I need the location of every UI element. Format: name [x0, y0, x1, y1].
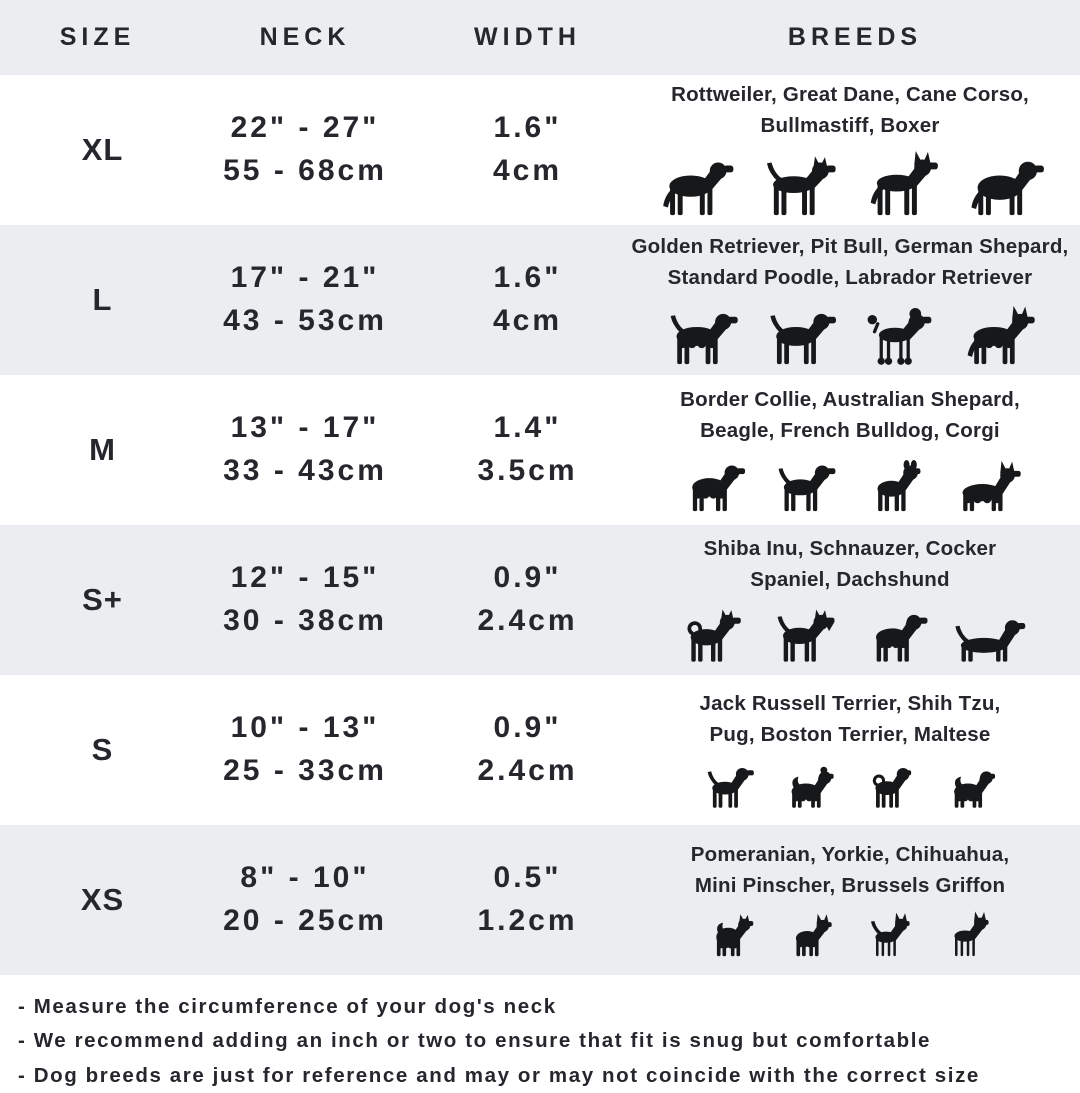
neck-measurement: [195, 107, 415, 192]
note-recommend: - We recommend adding an inch or two to ensure that fit is snug but comfortable: [18, 1029, 932, 1053]
shiba-inu-icon: [671, 602, 751, 666]
neck-measurement: [195, 407, 415, 492]
width-inches: 0.5": [493, 861, 562, 895]
pomeranian-icon: [699, 907, 765, 960]
breed-names: Shiba Inu, Schnauzer, Cocker Spaniel, Dachshund: [703, 537, 997, 592]
breeds-cell: [630, 675, 1080, 825]
breed-icons: [695, 757, 1006, 811]
bullmastiff-icon: [960, 148, 1050, 220]
chihuahua-icon: [857, 907, 923, 960]
breed-names: Jack Russell Terrier, Shih Tzu, Pug, Boston Terrier, Maltese: [699, 692, 1001, 746]
size-label: XL: [81, 132, 124, 167]
size-label: M: [89, 432, 116, 467]
table-row-l: [0, 225, 1080, 375]
note-measure: - Measure the circumference of your dog's neck: [18, 995, 557, 1018]
cocker-spaniel-icon: [857, 602, 937, 666]
breeds-cell: [630, 825, 1080, 975]
neck-measurement: [195, 557, 415, 642]
neck-inches: 22" - 27": [230, 111, 380, 145]
size-label: XS: [80, 882, 125, 917]
width-cm: 4cm: [492, 304, 563, 337]
width-cm: 1.2cm: [477, 904, 578, 937]
footer-notes: [0, 975, 1080, 1087]
width-measurement: [415, 557, 630, 642]
corgi-icon: [948, 453, 1026, 515]
width-inches: 0.9": [493, 711, 562, 745]
width-cm: 3.5cm: [477, 454, 578, 487]
breed-names: Rottweiler, Great Dane, Cane Corso, Bullmastiff, Boxer: [671, 83, 1029, 138]
maltese-icon: [938, 757, 1006, 811]
breed-names: Pomeranian, Yorkie, Chihuahua, Mini Pinscher, Brussels Griffon: [690, 842, 1010, 897]
neck-cm: 55 - 68cm: [223, 154, 387, 187]
great-dane-icon: [857, 148, 947, 220]
note-reference: - Dog breeds are just for reference and may or may not coincide with the correct size: [18, 1063, 980, 1087]
neck-inches: 8" - 10": [240, 861, 370, 895]
boxer-icon: [754, 148, 844, 220]
neck-cm: 25 - 33cm: [223, 754, 387, 787]
shih-tzu-icon: [776, 757, 844, 811]
width-cm: 2.4cm: [477, 604, 578, 637]
column-header-breeds: BREEDS: [787, 23, 923, 51]
neck-cm: 43 - 53cm: [223, 304, 387, 337]
table-header: [0, 0, 1080, 75]
beagle-icon: [766, 453, 844, 515]
schnauzer-icon: [764, 602, 844, 666]
min-pin-icon: [936, 907, 1002, 960]
breeds-cell: [630, 375, 1080, 525]
neck-cm: 33 - 43cm: [223, 454, 387, 487]
breed-icons: [699, 907, 1002, 960]
width-cm: 2.4cm: [477, 754, 578, 787]
width-cm: 4cm: [492, 154, 563, 187]
neck-inches: 17" - 21": [230, 261, 380, 295]
breed-icons: [651, 148, 1050, 220]
neck-cm: 30 - 38cm: [223, 604, 387, 637]
table-row-xl: [0, 75, 1080, 225]
german-shepherd-icon: [956, 300, 1042, 369]
jack-russell-icon: [695, 757, 763, 811]
breed-icons: [659, 300, 1042, 369]
neck-measurement: [195, 707, 415, 792]
column-header-size: SIZE: [59, 23, 136, 51]
breed-names: Golden Retriever, Pit Bull, German Shepard, Standard Poodle, Labrador Retriever: [631, 235, 1069, 289]
yorkie-icon: [778, 907, 844, 960]
breed-icons: [675, 453, 1026, 515]
breeds-cell: [630, 75, 1080, 225]
french-bulldog-icon: [857, 453, 935, 515]
rottweiler-icon: [651, 148, 741, 220]
australian-shepherd-icon: [675, 453, 753, 515]
neck-cm: 20 - 25cm: [223, 904, 387, 937]
table-row-m: [0, 375, 1080, 525]
golden-retriever-icon: [659, 300, 745, 369]
neck-inches: 13" - 17": [230, 411, 380, 445]
size-label: L: [92, 282, 113, 317]
labrador-icon: [758, 300, 844, 369]
dachshund-icon: [950, 602, 1030, 666]
table-row-s-plus: [0, 525, 1080, 675]
neck-inches: 12" - 15": [230, 561, 380, 595]
width-measurement: [415, 107, 630, 192]
column-header-width: WIDTH: [474, 23, 581, 51]
width-measurement: [415, 707, 630, 792]
neck-inches: 10" - 13": [230, 711, 380, 745]
neck-measurement: [195, 857, 415, 942]
poodle-icon: [857, 300, 943, 369]
column-header-neck: NECK: [259, 23, 351, 51]
size-label: S: [91, 732, 114, 767]
table-row-s: [0, 675, 1080, 825]
breed-names: Border Collie, Australian Shepard, Beagle, French Bulldog, Corgi: [680, 388, 1020, 442]
pug-icon: [857, 757, 925, 811]
width-measurement: [415, 257, 630, 342]
width-inches: 1.6": [493, 261, 562, 295]
width-measurement: [415, 407, 630, 492]
width-measurement: [415, 857, 630, 942]
breeds-cell: [630, 225, 1080, 375]
neck-measurement: [195, 257, 415, 342]
breed-icons: [671, 602, 1030, 666]
breeds-cell: [630, 525, 1080, 675]
width-inches: 1.6": [493, 111, 562, 145]
table-row-xs: [0, 825, 1080, 975]
width-inches: 1.4": [493, 411, 562, 445]
width-inches: 0.9": [493, 561, 562, 595]
size-label: S+: [82, 582, 123, 617]
